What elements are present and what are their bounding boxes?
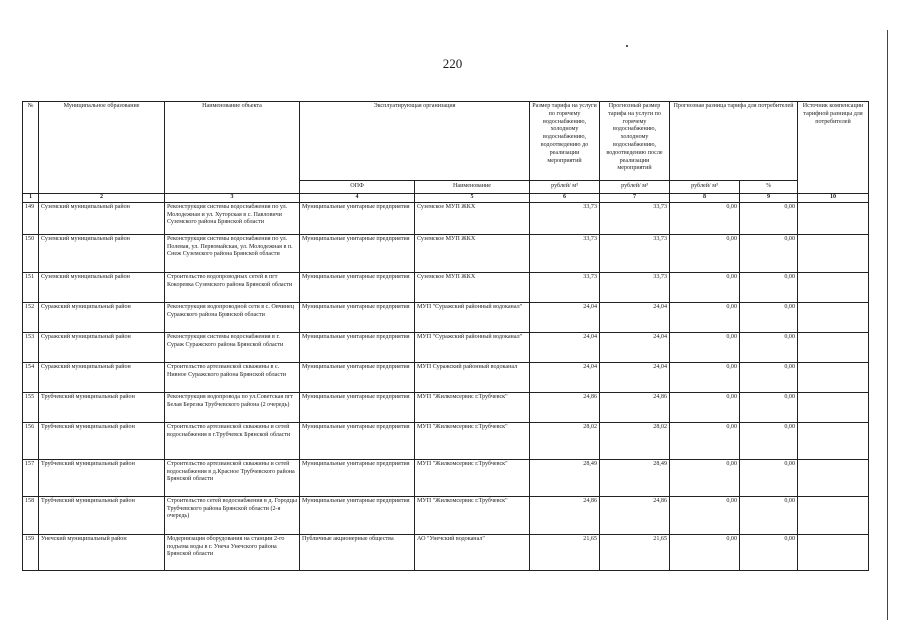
header-object: Наименование объекта	[165, 102, 300, 194]
cell-row-number: 153	[23, 332, 39, 362]
tariff-table	[22, 101, 869, 571]
cell-diff: 0,00	[670, 362, 740, 392]
column-number: 8	[670, 194, 740, 203]
cell-operator-name: МУП "Суражский районный водоканал"	[415, 302, 530, 332]
header-unit-percent: %	[740, 181, 798, 194]
cell-tariff: 33,73	[530, 234, 600, 272]
cell-operator-name: МУП "Жилкомсервис г.Трубчевск"	[415, 459, 530, 496]
cell-operator-name: МУП "Жилкомсервис г.Трубчевск"	[415, 392, 530, 422]
cell-diff: 0,00	[670, 202, 740, 234]
cell-forecast: 33,73	[600, 202, 670, 234]
cell-forecast: 33,73	[600, 272, 670, 302]
cell-operator-name: МУП "Жилкомсервис г.Трубчевск"	[415, 496, 530, 534]
header-tariff-size: Размер тарифа на услуги по горячему водоснабжению, холодному водоснабжению, водоотведению до реализации мероприятий	[530, 102, 600, 181]
column-number: 9	[740, 194, 798, 203]
cell-opf: Муниципальные унитарные предприятия	[300, 332, 415, 362]
header-forecast-size: Прогнозный размер тарифа на услуги по горячему водоснабжению, холодному водоснабжению, водоотведению после реализации мероприятий	[600, 102, 670, 181]
header-opf: ОПФ	[300, 181, 415, 194]
cell-tariff: 33,73	[530, 202, 600, 234]
cell-compensation-source	[798, 332, 869, 362]
cell-row-number: 159	[23, 534, 39, 570]
cell-compensation-source	[798, 202, 869, 234]
cell-tariff: 28,49	[530, 459, 600, 496]
cell-municipality: Суземский муниципальный район	[39, 234, 165, 272]
cell-forecast: 24,86	[600, 392, 670, 422]
cell-object-name: Строительство сетей водоснабжения в д. Городцы Трубчевского района Брянской области (2-я очередь)	[165, 496, 300, 534]
cell-row-number: 157	[23, 459, 39, 496]
header-operator: Эксплуатирующая организация	[300, 102, 530, 181]
header-municipality: Муниципальное образование	[39, 102, 165, 194]
cell-forecast: 33,73	[600, 234, 670, 272]
cell-operator-name: МУП Суражский районный водоканал	[415, 362, 530, 392]
cell-percent: 0,00	[740, 272, 798, 302]
cell-opf: Муниципальные унитарные предприятия	[300, 459, 415, 496]
cell-diff: 0,00	[670, 534, 740, 570]
cell-municipality: Суражский муниципальный район	[39, 332, 165, 362]
header-forecast-diff: Прогнозная разница тарифа для потребителей	[670, 102, 798, 181]
cell-municipality: Суражский муниципальный район	[39, 362, 165, 392]
table-row	[23, 272, 869, 302]
cell-compensation-source	[798, 459, 869, 496]
cell-municipality: Трубчевский муниципальный район	[39, 422, 165, 459]
column-number-row	[23, 194, 869, 203]
cell-diff: 0,00	[670, 496, 740, 534]
cell-forecast: 24,04	[600, 362, 670, 392]
cell-object-name: Строительство водопроводных сетей в пгт Кокоревка Суземского района Брянской области	[165, 272, 300, 302]
page-edge-line	[887, 30, 888, 620]
cell-municipality: Трубчевский муниципальный район	[39, 392, 165, 422]
cell-compensation-source	[798, 496, 869, 534]
cell-percent: 0,00	[740, 332, 798, 362]
cell-municipality: Суражский муниципальный район	[39, 302, 165, 332]
cell-diff: 0,00	[670, 422, 740, 459]
header-compensation: Источник компенсации тарифной разницы для потребителей	[798, 102, 869, 194]
cell-object-name: Модернизация оборудования на станции 2-го подъема воды в г. Унеча Унечского района Брянской области	[165, 534, 300, 570]
cell-compensation-source	[798, 234, 869, 272]
cell-percent: 0,00	[740, 202, 798, 234]
cell-diff: 0,00	[670, 272, 740, 302]
cell-tariff: 28,02	[530, 422, 600, 459]
table-row	[23, 392, 869, 422]
header-unit-tariff: рублей/ м³	[530, 181, 600, 194]
cell-opf: Муниципальные унитарные предприятия	[300, 422, 415, 459]
cell-tariff: 24,04	[530, 362, 600, 392]
cell-percent: 0,00	[740, 234, 798, 272]
cell-operator-name: МУП "Суражский районный водоканал"	[415, 332, 530, 362]
table-row	[23, 496, 869, 534]
cell-object-name: Реконструкция водопровода по ул.Советская пгт Белая Березка Трубчевского района (2 очередь)	[165, 392, 300, 422]
cell-row-number: 158	[23, 496, 39, 534]
cell-percent: 0,00	[740, 534, 798, 570]
cell-forecast: 24,04	[600, 302, 670, 332]
cell-row-number: 152	[23, 302, 39, 332]
cell-operator-name: Суземское МУП ЖКХ	[415, 234, 530, 272]
cell-compensation-source	[798, 362, 869, 392]
cell-tariff: 24,04	[530, 332, 600, 362]
cell-opf: Муниципальные унитарные предприятия	[300, 202, 415, 234]
cell-forecast: 28,49	[600, 459, 670, 496]
table-row	[23, 534, 869, 570]
cell-tariff: 33,73	[530, 272, 600, 302]
table-row	[23, 422, 869, 459]
cell-row-number: 154	[23, 362, 39, 392]
header-unit-diff: рублей/ м³	[670, 181, 740, 194]
cell-compensation-source	[798, 392, 869, 422]
cell-operator-name: Суземское МУП ЖКХ	[415, 202, 530, 234]
cell-opf: Муниципальные унитарные предприятия	[300, 272, 415, 302]
cell-operator-name: АО "Унечский водоканал"	[415, 534, 530, 570]
cell-municipality: Трубчевский муниципальный район	[39, 459, 165, 496]
scan-speck	[626, 45, 628, 47]
cell-diff: 0,00	[670, 234, 740, 272]
cell-tariff: 21,65	[530, 534, 600, 570]
column-number: 7	[600, 194, 670, 203]
cell-opf: Муниципальные унитарные предприятия	[300, 496, 415, 534]
cell-row-number: 149	[23, 202, 39, 234]
header-unit-forecast: рублей/ м³	[600, 181, 670, 194]
cell-diff: 0,00	[670, 392, 740, 422]
cell-row-number: 156	[23, 422, 39, 459]
cell-opf: Публичные акционерные общества	[300, 534, 415, 570]
cell-object-name: Строительство артезианской скважины и сетей водоснабжения в д.Красное Трубчевского района Брянской области	[165, 459, 300, 496]
cell-operator-name: Суземское МУП ЖКХ	[415, 272, 530, 302]
cell-opf: Муниципальные унитарные предприятия	[300, 234, 415, 272]
cell-municipality: Трубчевский муниципальный район	[39, 496, 165, 534]
table-row	[23, 362, 869, 392]
cell-percent: 0,00	[740, 362, 798, 392]
column-number: 4	[300, 194, 415, 203]
cell-forecast: 24,86	[600, 496, 670, 534]
table-row	[23, 302, 869, 332]
cell-opf: Муниципальные унитарные предприятия	[300, 392, 415, 422]
column-number: 2	[39, 194, 165, 203]
cell-forecast: 28,02	[600, 422, 670, 459]
cell-compensation-source	[798, 272, 869, 302]
column-number: 6	[530, 194, 600, 203]
cell-percent: 0,00	[740, 302, 798, 332]
cell-percent: 0,00	[740, 459, 798, 496]
cell-tariff: 24,86	[530, 392, 600, 422]
cell-diff: 0,00	[670, 459, 740, 496]
table-row	[23, 202, 869, 234]
cell-forecast: 24,04	[600, 332, 670, 362]
page-number: 220	[442, 56, 463, 71]
column-number: 1	[23, 194, 39, 203]
cell-opf: Муниципальные унитарные предприятия	[300, 302, 415, 332]
cell-object-name: Реконструкция системы водоснабжения в г. Сураж Суражского района Брянской области	[165, 332, 300, 362]
cell-object-name: Реконструкция системы водоснабжения по ул. Полевая, ул. Первомайская, ул. Молодежная в п. Снеж Суземского района Брянской области	[165, 234, 300, 272]
cell-tariff: 24,86	[530, 496, 600, 534]
cell-operator-name: МУП "Жилкомсервис г.Трубчевск"	[415, 422, 530, 459]
cell-diff: 0,00	[670, 332, 740, 362]
cell-compensation-source	[798, 422, 869, 459]
cell-percent: 0,00	[740, 392, 798, 422]
cell-municipality: Унечский муниципальный район	[39, 534, 165, 570]
cell-object-name: Строительство артезианской скважины в с. Нивное Суражского района Брянской области	[165, 362, 300, 392]
cell-compensation-source	[798, 534, 869, 570]
cell-forecast: 21,65	[600, 534, 670, 570]
cell-object-name: Реконструкция водопроводной сети в с. Овчинец Суражского района Брянской области	[165, 302, 300, 332]
cell-municipality: Суземский муниципальный район	[39, 272, 165, 302]
cell-municipality: Суземский муниципальный район	[39, 202, 165, 234]
column-number: 10	[798, 194, 869, 203]
cell-percent: 0,00	[740, 496, 798, 534]
cell-row-number: 150	[23, 234, 39, 272]
cell-percent: 0,00	[740, 422, 798, 459]
column-number: 5	[415, 194, 530, 203]
table-row	[23, 459, 869, 496]
cell-row-number: 155	[23, 392, 39, 422]
header-no: №	[23, 102, 39, 194]
header-name: Наименование	[415, 181, 530, 194]
cell-object-name: Строительство артезианской скважины и сетей водоснабжения в г.Трубчевск Брянской области	[165, 422, 300, 459]
cell-diff: 0,00	[670, 302, 740, 332]
cell-row-number: 151	[23, 272, 39, 302]
cell-tariff: 24,04	[530, 302, 600, 332]
cell-compensation-source	[798, 302, 869, 332]
cell-object-name: Реконструкция системы водоснабжения по ул. Молодежная и ул. Хуторская в с. Павловичи Суземского района Брянской области	[165, 202, 300, 234]
cell-opf: Муниципальные унитарные предприятия	[300, 362, 415, 392]
table-row	[23, 234, 869, 272]
table-row	[23, 332, 869, 362]
column-number: 3	[165, 194, 300, 203]
